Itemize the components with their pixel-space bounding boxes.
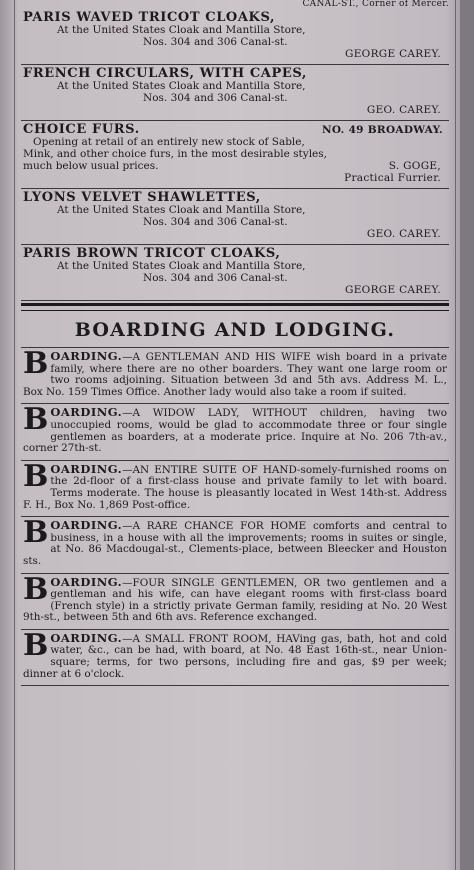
ad-line: Nos. 304 and 306 Canal-st. <box>143 92 288 104</box>
boarding-lead: OARDING. <box>50 630 123 645</box>
ad-signature: GEO. CAREY. <box>366 228 441 240</box>
ad-heading: PARIS BROWN TRICOT CLOAKS, <box>23 246 281 261</box>
boarding-text: —FOUR SINGLE GENTLEMEN, OR two gentlemen and a gentleman and his wife, can have elegant rooms with first-class board (French style) in a strictly private German family, residing at No. 20 West 9th-st., between 5th and 6th avs. Reference exchanged. <box>23 576 447 624</box>
boarding-text: —A WIDOW LADY, WITHOUT children, having two unoccupied rooms, would be glad to accommodate three or four single gentlemen as boarders, at a moderate price. Inquire at No. 206 7th-av., corner 27th-st. <box>23 407 447 455</box>
drop-cap: B <box>23 346 49 381</box>
ad-line: Mink, and other choice furs, in the most desirable styles, <box>23 148 327 160</box>
ad-heading: FRENCH CIRCULARS, WITH CAPES, <box>23 66 308 81</box>
boarding-ad-2 <box>21 404 449 460</box>
boarding-text: —A SMALL FRONT ROOM, HAVing gas, bath, hot and cold water, &c., can be had, with board, at No. 48 East 16th-st., near Union-square; terms, for two persons, including fire and gas, $9 per week; dinner at 6 o'clock. <box>23 632 447 680</box>
boarding-lead: OARDING. <box>50 461 123 476</box>
boarding-ad-1 <box>21 348 449 404</box>
ad-line: At the United States Cloak and Mantilla Store, <box>57 204 306 216</box>
boarding-lead: OARDING. <box>50 349 123 363</box>
cloak-ad-1 <box>21 9 449 65</box>
ad-line: At the United States Cloak and Mantilla Store, <box>57 260 306 272</box>
section-title: BOARDING AND LODGING. <box>21 311 449 348</box>
boarding-lead: OARDING. <box>50 518 123 533</box>
ad-line: Nos. 304 and 306 Canal-st. <box>143 36 288 48</box>
page-edge <box>460 0 474 870</box>
ad-column <box>14 0 456 870</box>
boarding-ad-6 <box>21 627 449 686</box>
top-fragment: CANAL-ST., Corner of Mercer. <box>302 0 449 9</box>
ad-line: Opening at retail of an entirely new stock of Sable, <box>33 136 305 148</box>
drop-cap: B <box>23 571 49 607</box>
ad-line: Nos. 304 and 306 Canal-st. <box>143 216 288 228</box>
drop-cap: B <box>23 402 49 438</box>
ad-line: At the United States Cloak and Mantilla Store, <box>57 80 306 92</box>
ad-heading: CHOICE FURS. <box>23 122 140 137</box>
boarding-text: —A GENTLEMAN AND HIS WIFE wish board in a private family, where there are no other boarders. They want one large room or two rooms adjoining. Situation between 3d and 5th avs. Address M. L., Box No. 159 Times Office. Another lady would also take a room if suited. <box>23 351 447 398</box>
ad-line: Nos. 304 and 306 Canal-st. <box>143 272 288 284</box>
ad-signature: GEORGE CAREY. <box>345 48 441 60</box>
boarding-text: —A RARE CHANCE FOR HOME comforts and central to business, in a house with all the improvements; rooms in suites or single, at No. 86 Macdougal-st., Clements-place, between Bleecker and Houston sts. <box>23 520 447 567</box>
drop-cap: B <box>23 515 49 551</box>
ad-heading: LYONS VELVET SHAWLETTES, <box>23 190 261 205</box>
ad-heading: PARIS WAVED TRICOT CLOAKS, <box>23 10 276 25</box>
boarding-text: —AN ENTIRE SUITE OF HAND-somely-furnished rooms on the 2d-floor of a first-class house and private family to let with board. Terms moderate. The house is pleasantly located in West 14th-st. Address F. H., Box No. 1,869 Post-office. <box>23 463 447 511</box>
boarding-ad-5 <box>21 571 449 630</box>
boarding-ad-4 <box>21 517 449 573</box>
ad-signature: S. GOGE, <box>388 160 441 172</box>
boarding-ad-3 <box>21 458 449 517</box>
boarding-lead: OARDING. <box>50 405 123 420</box>
drop-cap: B <box>23 627 49 663</box>
boarding-lead: OARDING. <box>50 574 123 589</box>
section-divider <box>21 303 449 311</box>
ad-signature: Practical Furrier. <box>344 172 441 184</box>
cloak-ad-4 <box>21 245 449 301</box>
ad-signature: GEO. CAREY. <box>366 104 441 116</box>
ad-signature: GEORGE CAREY. <box>345 284 441 296</box>
drop-cap: B <box>23 458 49 494</box>
ad-address: NO. 49 BROADWAY. <box>321 124 443 136</box>
cloak-ad-2 <box>21 65 449 121</box>
furs-ad <box>21 121 449 189</box>
ad-line: much below usual prices. <box>23 160 159 172</box>
ad-line: At the United States Cloak and Mantilla Store, <box>57 24 306 36</box>
shawlette-ad <box>21 189 449 245</box>
